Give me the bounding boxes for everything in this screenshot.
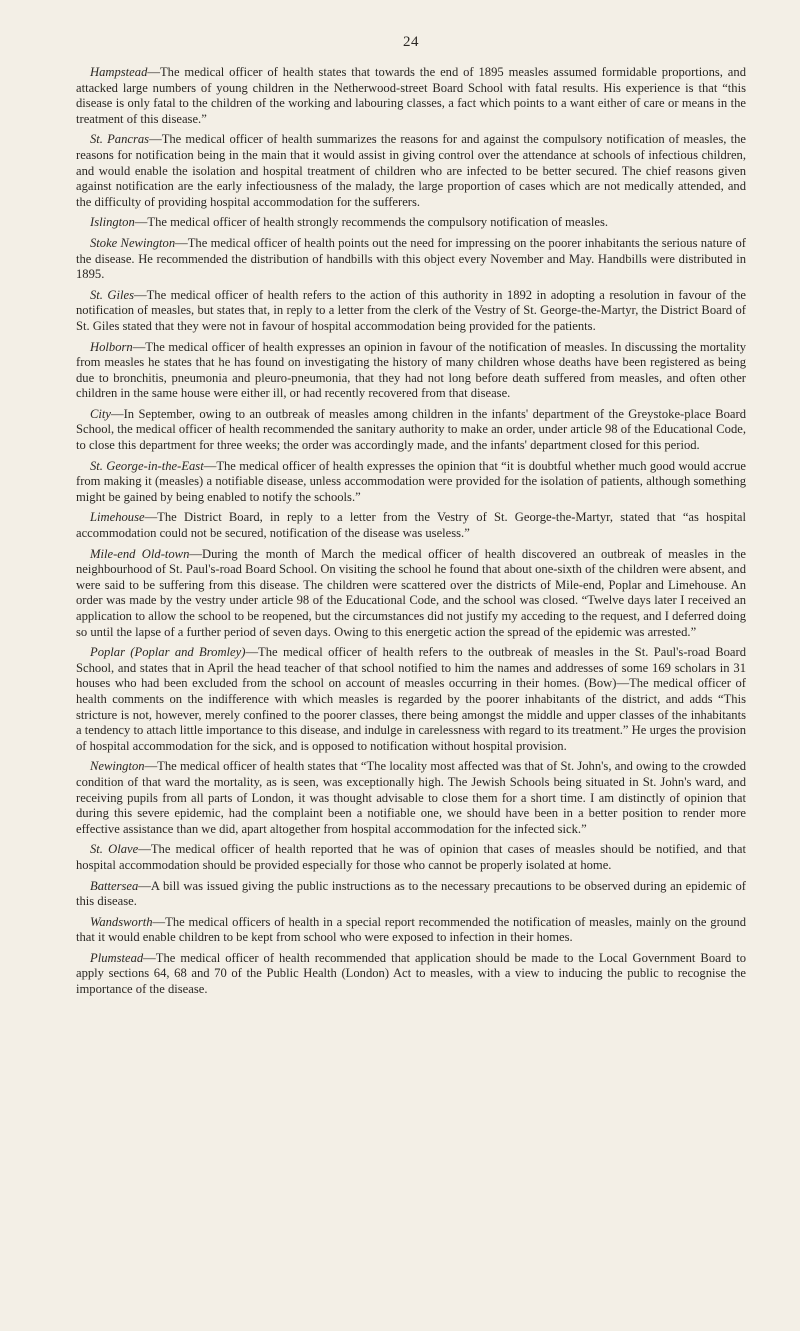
paragraph-wandsworth: [76, 915, 746, 946]
paragraph-st-giles: [76, 288, 746, 335]
paragraph-st-pancras: [76, 132, 746, 210]
paragraph-text: —The medical officer of health states that towards the end of 1895 measles assumed formidable proportions, and attacked large numbers of young children in the Netherwood-street Board School with fatal results. His experience is that “this disease is only fatal to the children of the working and labouring classes, a fact which points to a want either of care or means in the treatment of this disease.”: [76, 65, 746, 126]
place-name: Islington: [90, 215, 135, 230]
paragraph-limehouse: [76, 510, 746, 541]
paragraph-plumstead: [76, 951, 746, 998]
paragraph-st-george-in-the-east: [76, 459, 746, 506]
paragraph-text: —The medical officer of health refers to the outbreak of measles in the St. Paul's-road Board School, and states that in April the head teacher of that school notified to him the names and addresses of some 169 scholars in 31 houses who had been excluded from the school on account of measles occurring in their homes. (Bow)—The medical officer of health comments on the indifference with which measles is regarded by the poorer inhabitants of the district, and adds “This stricture is not, however, merely confined to the poorer classes, there being amongst the middle and upper classes of the inhabitants a tendency to attach little importance to this disease, and indulge in carelessness with regard to its treatment.” He urges the provision of hospital accommodation for the sick, and is opposed to notification without hospital provision.: [76, 645, 746, 753]
paragraph-text: —The medical officer of health expresses the opinion that “it is doubtful whether much good would accrue from making it (measles) a notifiable disease, unless accommodation were provided for the isolation of patients, although something might be gained by being enabled to notify the schools.”: [76, 458, 746, 504]
paragraph-poplar: [76, 645, 746, 754]
place-name: Mile-end Old-town: [90, 546, 190, 561]
paragraph-st-olave: [76, 842, 746, 873]
paragraph-newington: [76, 759, 746, 837]
paragraph-text: —The medical officer of health states that “The locality most affected was that of St. John's, and owing to the crowded condition of that ward the mortality, as is seen, was exceptionally high. The Jewish Schools being situated in St. John's ward, and receiving pupils from all parts of London, it was thought advisable to close them for a short time. I am distinctly of opinion that during this severe epidemic, had the complaint been a notifiable one, we should have been in a better position to render more effective assistance than we did, apart altogether from hospital accommodation for the infected sick.”: [76, 759, 746, 836]
place-name: Hampstead: [90, 65, 148, 79]
place-name: Battersea: [90, 878, 139, 893]
paragraph-text: —A bill was issued giving the public instructions as to the necessary precautions to be observed during an epidemic of this disease.: [76, 878, 746, 909]
paragraph-holborn: [76, 340, 746, 402]
paragraph-city: [76, 407, 746, 454]
place-name: St. Giles: [90, 287, 134, 302]
place-name: Plumstead: [90, 950, 144, 965]
place-name: St. Pancras: [90, 132, 150, 147]
paragraph-mile-end-old-town: [76, 547, 746, 641]
page-number: 24: [403, 34, 419, 50]
paragraph-battersea: [76, 879, 746, 910]
paragraph-hampstead: [76, 65, 746, 127]
place-name: Stoke Newington: [90, 235, 176, 250]
paragraph-text: —The medical officer of health refers to the action of this authority in 1892 in adopting a resolution in favour of the notification of measles, but states that, in reply to a letter from the clerk of the Vestry of St. George-the-Martyr, the District Board of St. Giles stated that they were not in favour of hospital accommodation being provided for the patients.: [76, 287, 747, 333]
place-name: City: [90, 406, 111, 421]
paragraph-text: —The medical officer of health reported that he was of opinion that cases of measles should be notified, and that hospital accommodation should be provided especially for those who cannot be properly isolated at home.: [76, 842, 746, 872]
place-name: St. Olave: [90, 842, 139, 857]
paragraph-text: —In September, owing to an outbreak of measles among children in the infants' department of the Greystoke-place Board School, the medical officer of health recommended the sanitary authority to make an order, under article 98 of the Educational Code, to close this department for three weeks; the order was accordingly made, and the infants' department closed for this period.: [76, 406, 746, 453]
place-name: Poplar (Poplar and Bromley): [90, 645, 246, 660]
place-name: Holborn: [90, 339, 133, 354]
place-name: Newington: [90, 759, 145, 774]
paragraph-stoke-newington: [76, 236, 746, 283]
paragraph-text: —During the month of March the medical officer of health discovered an outbreak of measles in the neighbourhood of St. Paul's-road Board School. On visiting the school he found that about one-sixth of the children were absent, and were said to be suffering from this disease. The children were scattered over the districts of Mile-end, Poplar and Limehouse. An order was made by the vestry under article 98 of the Educational Code, and the school was closed. “Twelve days later I received an application to allow the school to be reopened, but the circumstances did not justify my acceding to the request, and I deferred doing so until the lapse of a further period of seven days. Owing to this energetic action the spread of the epidemic was arrested.”: [76, 546, 746, 639]
place-name: Limehouse: [90, 510, 145, 525]
paragraph-text: —The medical officer of health expresses an opinion in favour of the notification of measles. In discussing the mortality from measles he states that he has found on investigating the history of many children whose deaths have been registered as being due to bronchitis, pneumonia and pleuro-pneumonia, that they had not long before death suffered from measles, and often other children in the same house were either ill, or had recently recovered from that disease.: [76, 339, 746, 401]
paragraph-text: —The medical officers of health in a special report recommended the notification of measles, mainly on the ground that it would enable children to be kept from school who were exposed to infection in their homes.: [76, 914, 746, 945]
paragraph-text: —The medical officer of health strongly recommends the compulsory notification of measles.: [134, 215, 609, 230]
place-name: St. George-in-the-East: [90, 458, 204, 473]
paragraph-text: —The medical officer of health recommended that application should be made to the Local Government Board to apply sections 64, 68 and 70 of the Public Health (London) Act to measles, with a view to inducing the public to recognise the importance of the disease.: [76, 950, 746, 997]
paragraph-text: —The medical officer of health summarizes the reasons for and against the compulsory notification of measles, the reasons for notification being in the main that it would assist in giving control over the attendance at schools of infectious children, and would enable the isolation and hospital treatment of children who are infected to be better secured. The chief reasons given against notification are the early infectiousness of the malady, the large proportion of cases which are not medically attended, and the difficulty of providing hospital accommodation for the sufferers.: [76, 132, 746, 209]
place-name: Wandsworth: [90, 914, 153, 929]
paragraph-text: —The medical officer of health points out the need for impressing on the poorer inhabitants the serious nature of the disease. He recommended the distribution of handbills with this object every November and May. Handbills were distributed in 1895.: [76, 235, 746, 282]
paragraph-islington: [76, 215, 746, 231]
paragraph-text: —The District Board, in reply to a letter from the Vestry of St. George-the-Martyr, stated that “as hospital accommodation could not be secured, notification of the disease was useless.”: [76, 510, 746, 541]
